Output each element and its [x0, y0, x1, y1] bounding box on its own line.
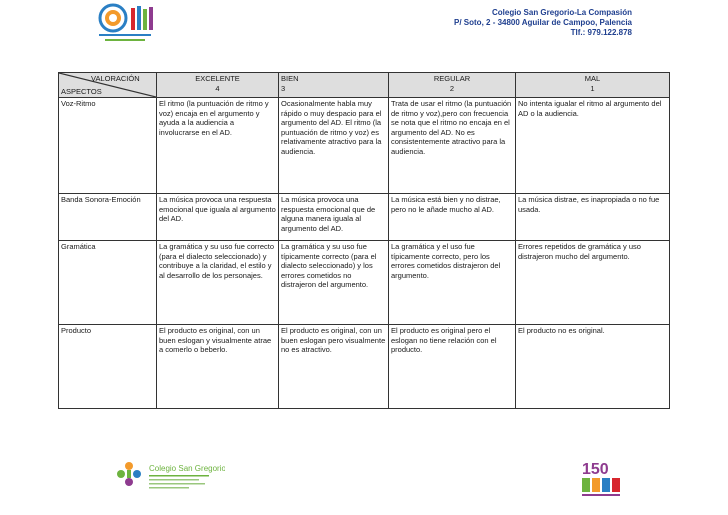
rubric-row-voz-ritmo [59, 98, 670, 194]
level-header-excelente [157, 73, 279, 98]
level-score: 4 [215, 83, 220, 93]
rubric-row-banda-sonora [59, 194, 670, 241]
criteria-cell: Trata de usar el ritmo (la puntuación de ritmo y voz),pero con frecuencia se nota que el ritmo no encaja en el argumento del AD. No es consistentemente atractivo para la audiencia. [389, 98, 516, 194]
criteria-cell: La música provoca una respuesta emocional que de alguna manera iguala al argumento del AD. [279, 194, 389, 241]
rubric-row-producto [59, 325, 670, 409]
school-address: P/ Soto, 2 - 34800 Aguilar de Campoo, Palencia [454, 18, 632, 27]
footer-150-text: 150 [582, 461, 609, 478]
school-anniversary-logo [95, 2, 165, 46]
criteria-cell: Ocasionalmente habla muy rápido o muy despacio para el argumento del AD. El ritmo (la puntuación de ritmo y voz) es relativamente atractivo para la audiencia. [279, 98, 389, 194]
school-name: Colegio San Gregorio-La Compasión [491, 8, 632, 17]
aspect-cell: Producto [59, 325, 157, 409]
criteria-cell: El producto es original pero el eslogan no tiene relación con el producto. [389, 325, 516, 409]
level-score: 3 [281, 83, 286, 93]
valoracion-label: VALORACIÓN [91, 74, 140, 83]
aspectos-label: ASPECTOS [61, 86, 102, 96]
level-name: BIEN [281, 74, 299, 83]
aspect-cell: Voz-Ritmo [59, 98, 157, 194]
criteria-cell: La gramática y su uso fue correcto (para el dialecto seleccionado) y contribuye a la claridad, el estilo y al desarrollo de los personajes. [157, 241, 279, 325]
aspect-cell: Banda Sonora-Emoción [59, 194, 157, 241]
school-contact-info [454, 8, 632, 38]
criteria-cell: El ritmo (la puntuación de ritmo y voz) encaja en el argumento y ayuda a la audiencia a involucrarse en el AD. [157, 98, 279, 194]
level-header-bien [279, 73, 389, 98]
criteria-cell: La gramática y su uso fue típicamente correcto (para el dialecto seleccionado) y los errores cometidos no distrajeron del argumento. [279, 241, 389, 325]
level-name: MAL [584, 74, 601, 83]
level-name: REGULAR [433, 74, 471, 83]
criteria-cell: La gramática y el uso fue típicamente correcto, pero los errores cometidos distrajeron del argumento. [389, 241, 516, 325]
level-name: EXCELENTE [195, 74, 240, 83]
criteria-cell: La música provoca una respuesta emocional que iguala al argumento del AD. [157, 194, 279, 241]
rubric-table [58, 72, 670, 409]
level-header-mal [516, 73, 670, 98]
criteria-cell: Errores repetidos de gramática y uso distrajeron mucho del argumento. [516, 241, 670, 325]
criteria-cell: El producto es original, con un buen eslogan pero visualmente no es atractivo. [279, 325, 389, 409]
rubric-header-row [59, 73, 670, 98]
criteria-cell: La música distrae, es inapropiada o no fue usada. [516, 194, 670, 241]
footer-school-logo [115, 458, 225, 494]
footer-150-anniversary-logo [576, 458, 634, 500]
aspect-cell: Gramática [59, 241, 157, 325]
rubric-row-gramatica [59, 241, 670, 325]
criteria-cell: El producto es original, con un buen eslogan y visualmente atrae a comerlo o beberlo. [157, 325, 279, 409]
criteria-cell: La música está bien y no distrae, pero no le añade mucho al AD. [389, 194, 516, 241]
level-score: 1 [590, 83, 595, 93]
level-header-regular [389, 73, 516, 98]
school-phone: Tlf.: 979.122.878 [570, 28, 632, 37]
footer-school-logo-text: Colegio San Gregorio [149, 464, 225, 473]
level-score: 2 [449, 83, 455, 93]
criteria-cell: El producto no es original. [516, 325, 670, 409]
criteria-cell: No intenta igualar el ritmo al argumento del AD o la audiencia. [516, 98, 670, 194]
rubric-corner-cell [59, 73, 157, 98]
